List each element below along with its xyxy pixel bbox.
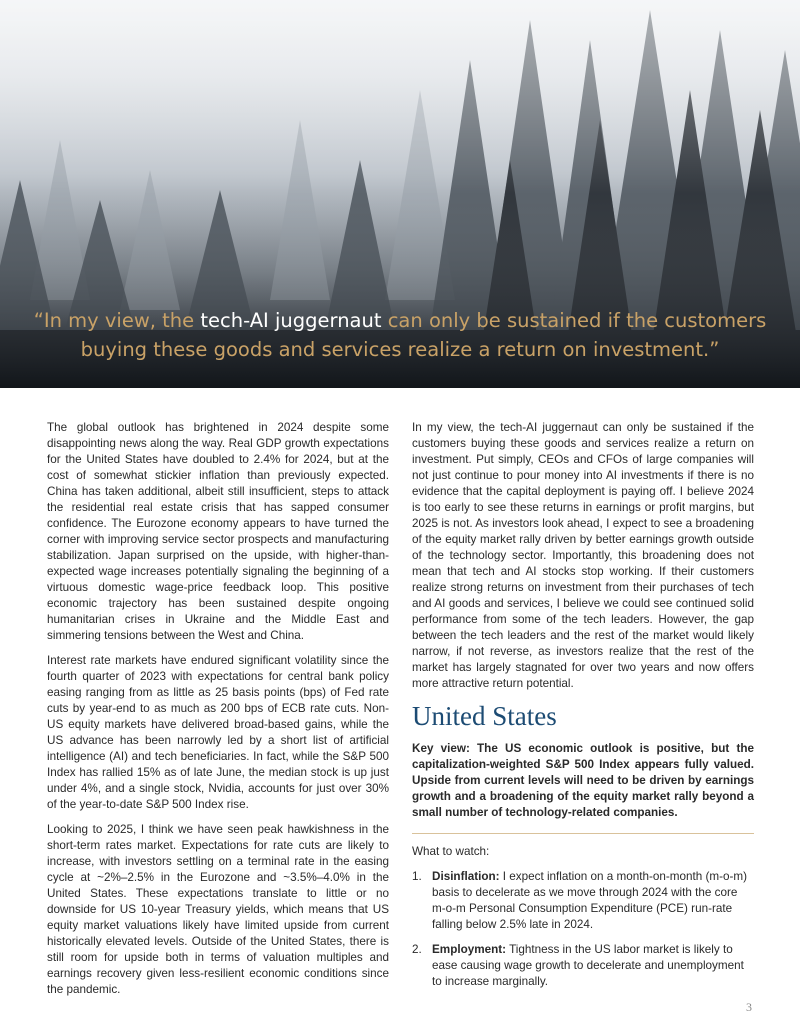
quote-highlight: tech-AI juggernaut <box>200 309 382 332</box>
list-label: Disinflation: <box>432 870 500 883</box>
pull-quote <box>30 306 770 364</box>
list-text: Tightness in the US labor market is likely to ease causing wage growth to decelerate and unemployment to increase marginally. <box>432 943 744 988</box>
quote-rest: can only be sustained if the customers buying these goods and services realize a return on investment.” <box>80 309 767 361</box>
what-to-watch-label: What to watch: <box>412 845 490 858</box>
page-number: 3 <box>746 1000 752 1014</box>
list-body <box>432 869 754 933</box>
divider <box>412 833 754 834</box>
body-paragraph: Looking to 2025, I think we have seen peak hawkishness in the short-term rates market. Expectations for rate cuts are likely to increase, with investors settling on a terminal rate in the easing cycle at ~2%–2.5% in the Eurozone and ~3.5%–4.0% in the United States. These expectations translate to little or no downside for US 10-year Treasury yields, which means that US equity market valuations likely have limited upside from current historically elevated levels. Outside of the United States, there is still room for upside both in terms of valuation multiples and earnings recovery given less-resilient economic conditions since the pandemic. <box>47 823 389 996</box>
body-paragraph: Interest rate markets have endured significant volatility since the fourth quarter of 2023 with expectations for central bank policy easing ranging from as little as 25 basis points (bps) of Fed rate cuts by year-end to as much as 200 bps of ECB rate cuts. Non-US equity markets have delivered broad-based gains, while the US advance has been narrowly led by a short list of artificial intelligence (AI) and tech beneficiaries. In fact, while the S&P 500 Index has rallied 15% as of late June, the median stock is up just under 4%, and a single stock, Nvidia, accounts for just over 30% of the year-to-date S&P 500 Index rise. <box>47 654 389 811</box>
right-column <box>412 420 754 999</box>
list-text: I expect inflation on a month-on-month (m-o-m) basis to decelerate as we move through 2024 with the core m-o-m Personal Consumption Expenditure (PCE) run-rate falling below 2.5% late in 2024. <box>432 870 748 931</box>
list-body <box>432 942 754 990</box>
section-heading: United States <box>412 701 557 731</box>
list-item <box>412 869 754 933</box>
list-number: 1. <box>412 870 422 883</box>
list-label: Employment: <box>432 943 507 956</box>
watch-list <box>412 869 754 990</box>
list-item <box>412 942 754 990</box>
list-number: 2. <box>412 943 422 956</box>
body-paragraph: In my view, the tech-AI juggernaut can only be sustained if the customers buying these goods and services realize a return on investment. Put simply, CEOs and CFOs of large companies will not just continue to pour money into AI investments if there is no evidence that the capital deployment is paying off. I believe 2024 is too early to see these returns in earnings or profit margins, but 2025 is not. As investors look ahead, I expect to see a broadening of the equity market rally driven by better earnings growth outside of the technology sector. Importantly, this broadening does not mean that tech and AI stocks stop working. If their customers realize strong returns on investment from their purchases of tech and AI goods and services, I believe we could see continued solid performance from some of the tech leaders. However, the gap between the tech leaders and the rest of the market would likely narrow, if not reverse, as investors realize that the rest of the market has largely stagnated for over two years and now offers more attractive return potential. <box>412 421 754 690</box>
quote-open: “In my view, the <box>33 309 201 332</box>
key-view: Key view: The US economic outlook is positive, but the capitalization-weighted S&P 500 Index appears fully valued. Upside from current levels will need to be driven by earnings growth and a broadening of the equity market rally beyond a small number of technology-related companies. <box>412 742 754 819</box>
body-paragraph: The global outlook has brightened in 2024 despite some disappointing news along the way. Real GDP growth expectations for the United States have doubled to 2.4% for 2024, but at the cost of somewhat stickier inflation than previously expected. China has taken additional, albeit still insufficient, steps to attack the residential real estate crisis that has sapped consumer confidence. The Eurozone economy appears to have turned the corner with improving service sector prospects and manufacturing stabilization. Japan surprised on the upside, with higher-than-expected wage increases potentially signaling the beginning of a virtuous domestic wage-price feedback loop. This positive economic trajectory has been sustained despite ongoing humanitarian crises in Ukraine and the Middle East and simmering tensions between the West and China. <box>47 421 389 642</box>
left-column <box>47 420 389 1007</box>
hero-banner <box>0 0 800 388</box>
